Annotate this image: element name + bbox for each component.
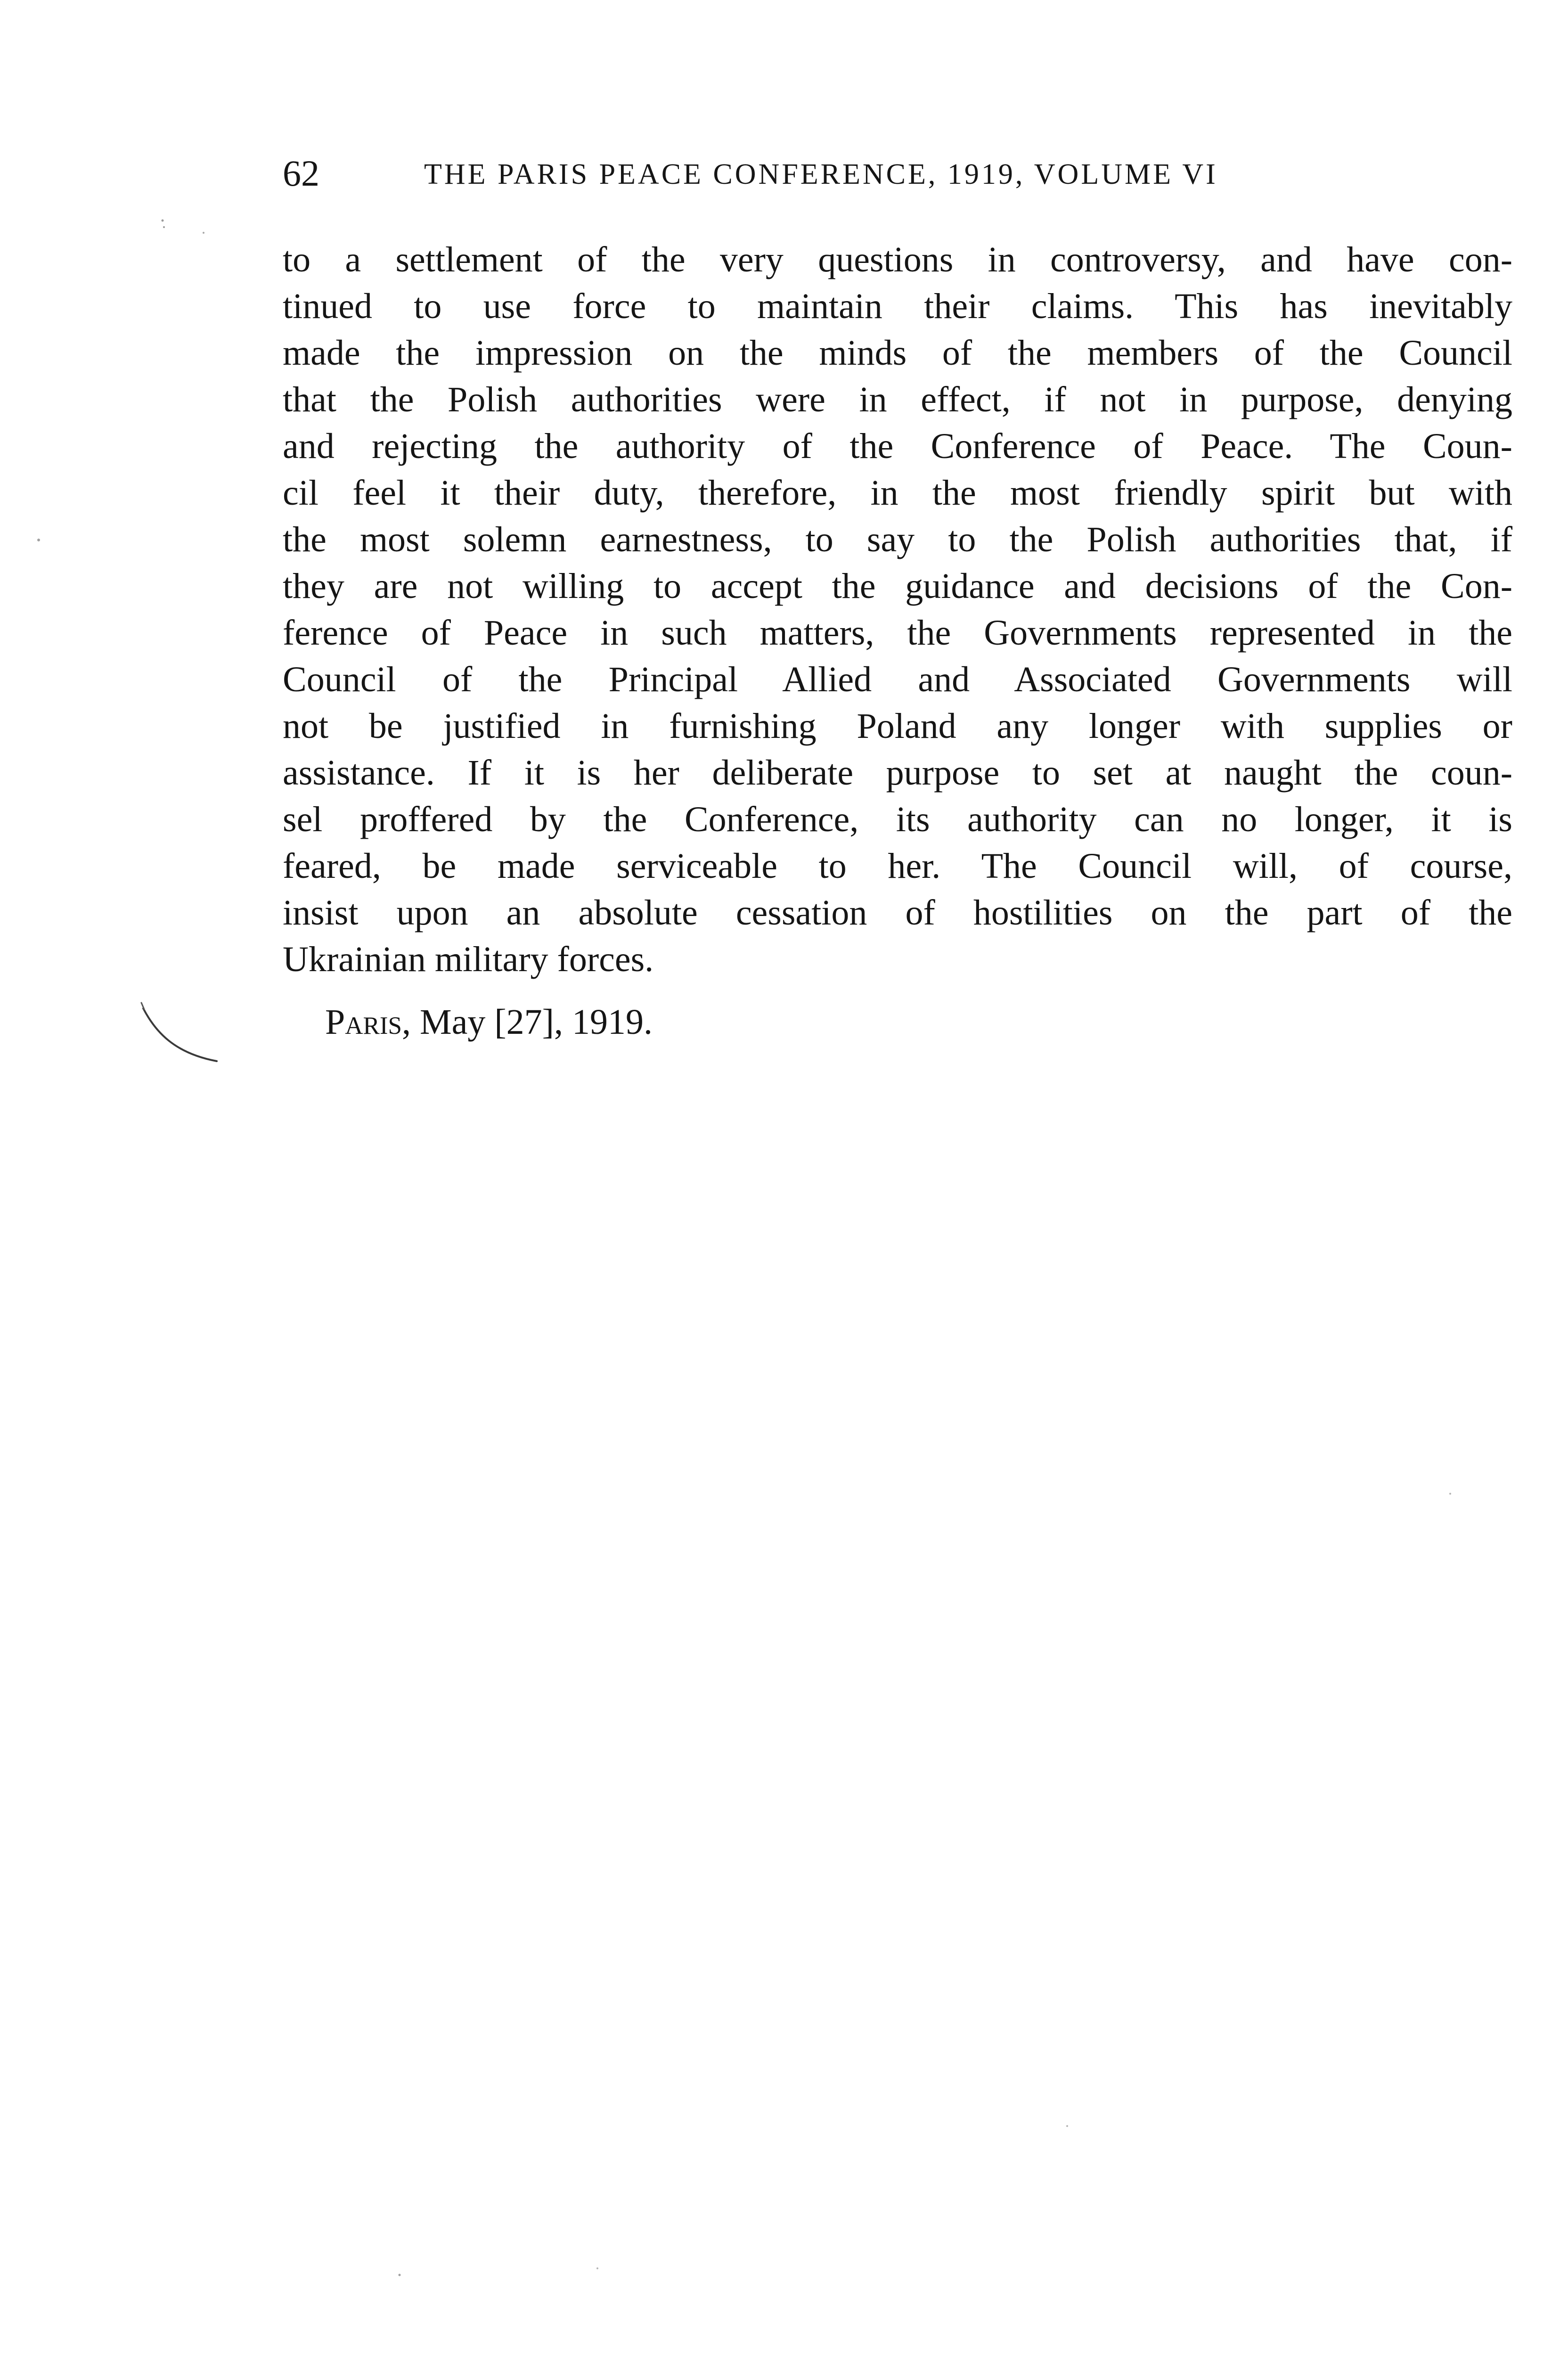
text-line: the most solemn earnestness, to say to the Polish authorities that, if bbox=[283, 520, 1512, 559]
dateline-date: May [27], 1919. bbox=[420, 1002, 653, 1042]
text-line: they are not willing to accept the guidance and decisions of the Con- bbox=[283, 566, 1512, 606]
running-head bbox=[283, 150, 1512, 197]
text-line: feared, be made serviceable to her. The Council will, of course, bbox=[283, 846, 1512, 886]
text-line: Ukrainian military forces. bbox=[283, 940, 654, 979]
text-line: sel proffered by the Conference, its authority can no longer, it is bbox=[283, 800, 1512, 839]
dateline bbox=[325, 999, 653, 1046]
text-line: and rejecting the authority of the Conference of Peace. The Coun- bbox=[283, 426, 1512, 466]
body-paragraph bbox=[283, 237, 1512, 983]
text-line: ference of Peace in such matters, the Governments represented in the bbox=[283, 613, 1512, 653]
text-line: cil feel it their duty, therefore, in the most friendly spirit but with bbox=[283, 473, 1512, 513]
text-line: Council of the Principal Allied and Associated Governments will bbox=[283, 660, 1512, 699]
text-line: tinued to use force to maintain their claims. This has inevitably bbox=[283, 286, 1512, 326]
text-line: to a settlement of the very questions in controversy, and have con- bbox=[283, 240, 1512, 279]
dateline-place: Paris, bbox=[325, 1002, 411, 1042]
text-line: not be justified in furnishing Poland any longer with supplies or bbox=[283, 706, 1512, 746]
page-number: 62 bbox=[283, 153, 319, 194]
text-line: assistance. If it is her deliberate purpose to set at naught the coun- bbox=[283, 753, 1512, 793]
running-title: THE PARIS PEACE CONFERENCE, 1919, VOLUME VI bbox=[424, 158, 1218, 190]
text-line: insist upon an absolute cessation of hostilities on the part of the bbox=[283, 893, 1512, 933]
text-line: that the Polish authorities were in effect, if not in purpose, denying bbox=[283, 380, 1512, 419]
text-line: made the impression on the minds of the members of the Council bbox=[283, 333, 1512, 373]
